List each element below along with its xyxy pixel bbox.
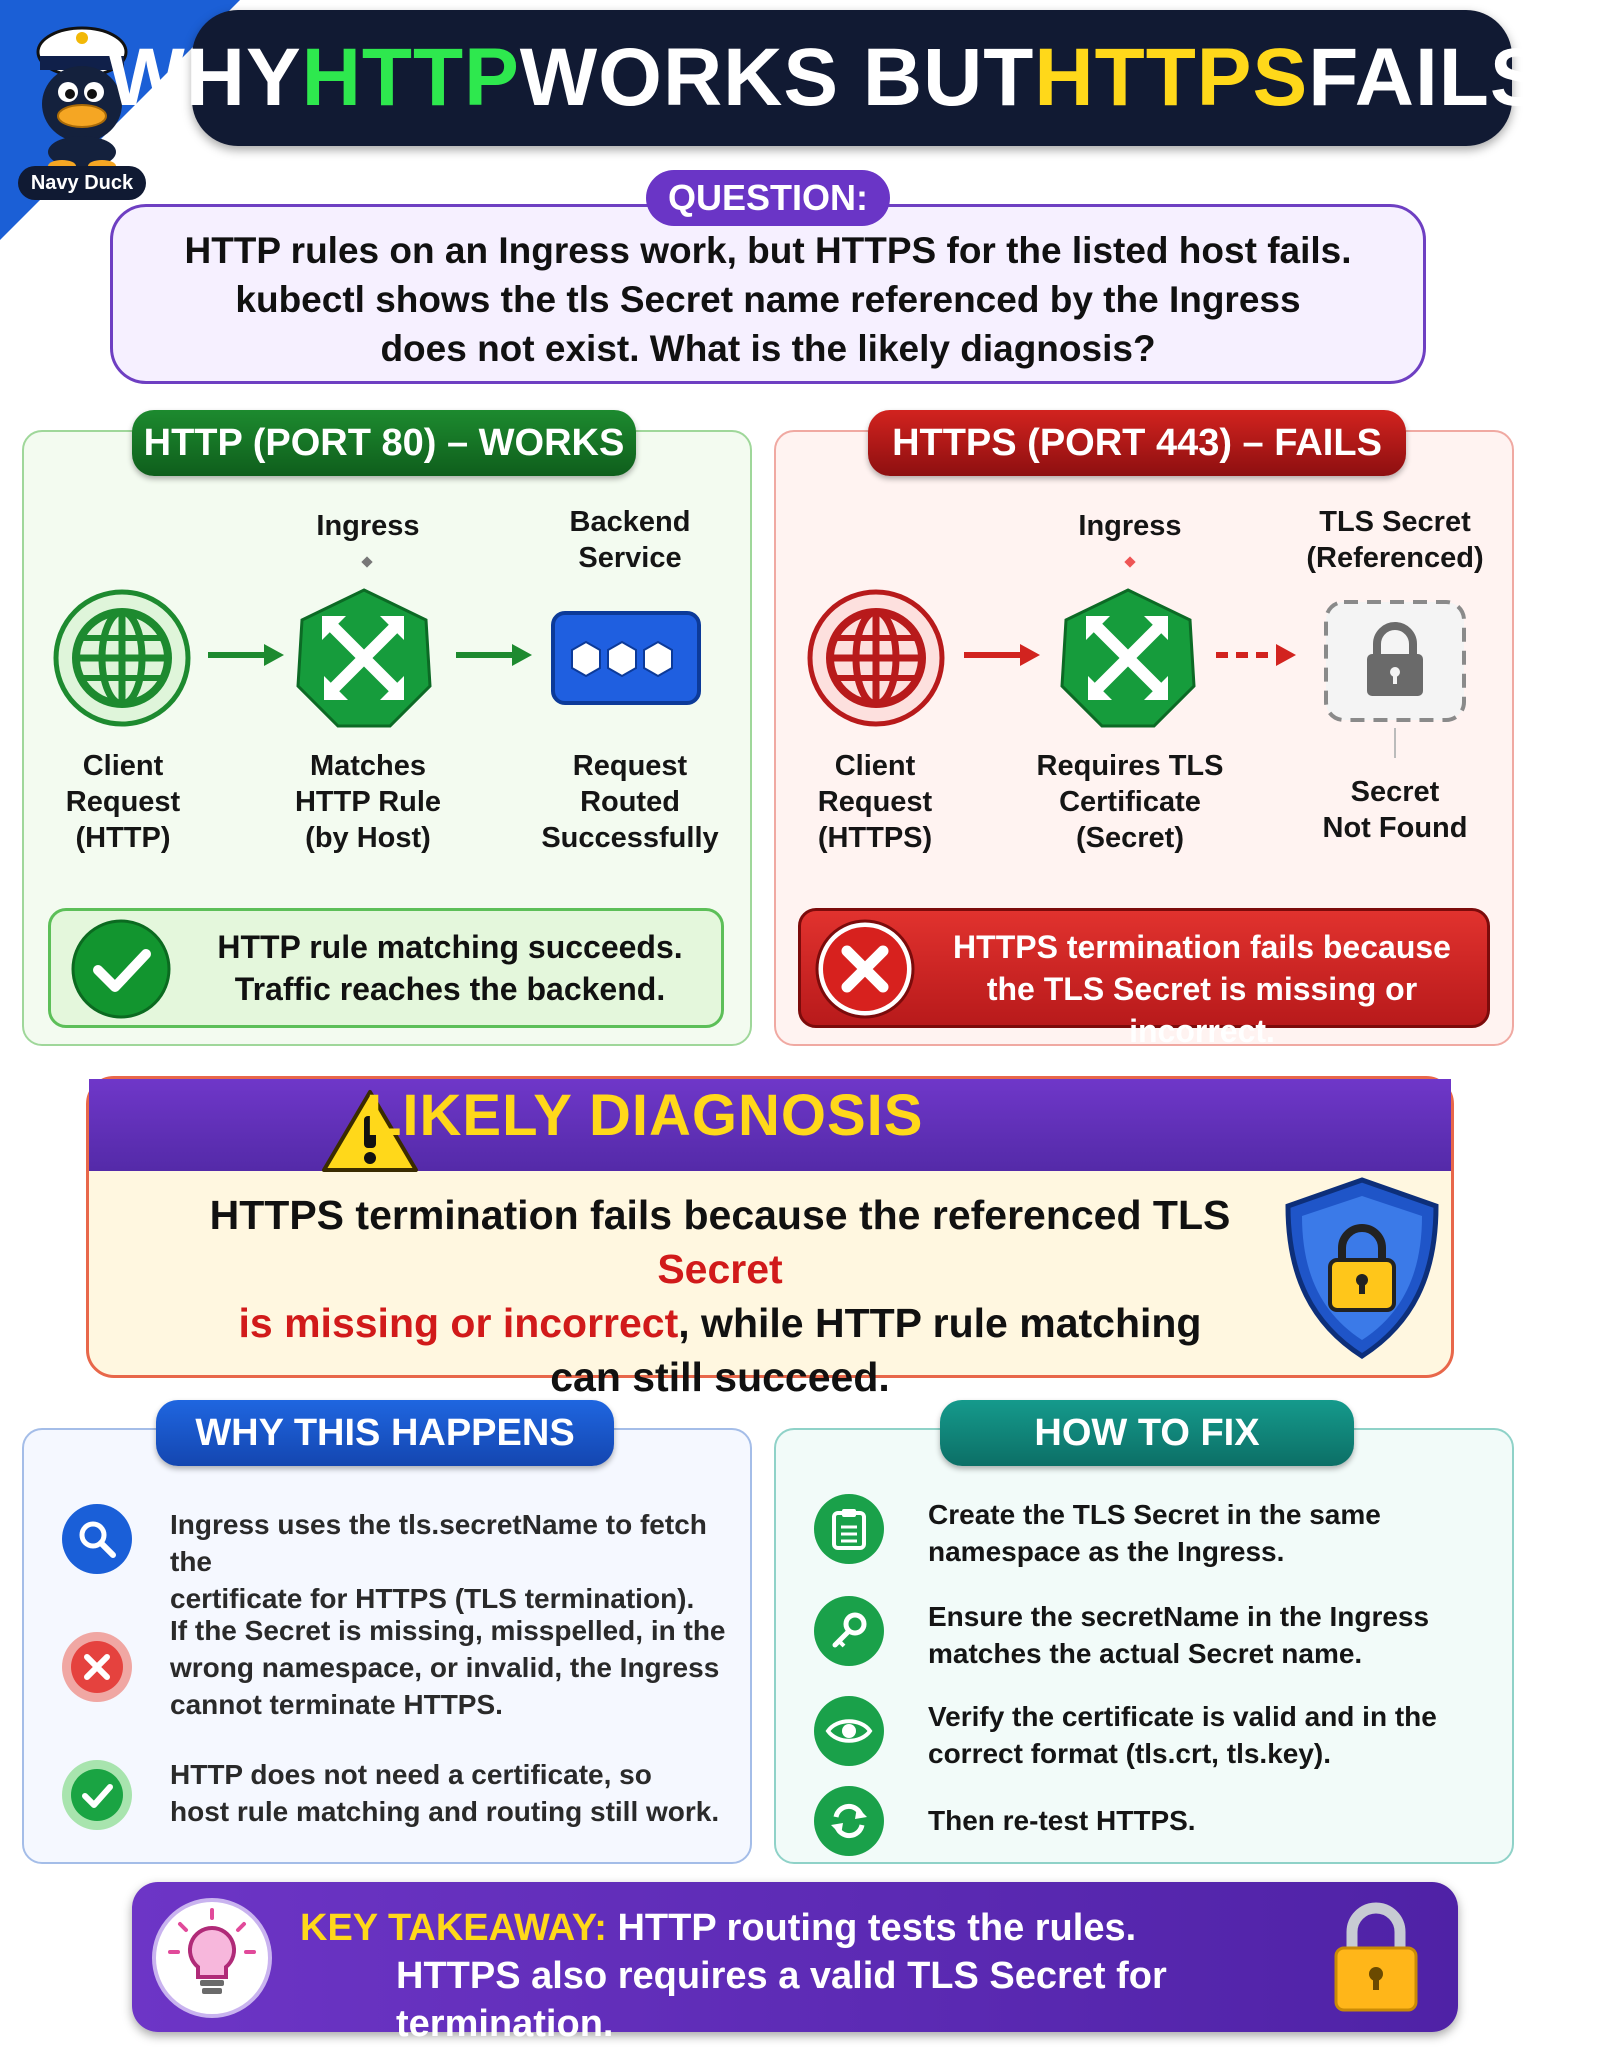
diagnosis-text-1: HTTPS termination fails because the referenced TLS	[209, 1192, 1231, 1238]
secret-not-found-line-1: Secret	[1350, 776, 1440, 808]
brand-badge: Navy Duck	[18, 166, 146, 200]
diagnosis-missing-phrase: is missing or incorrect	[238, 1300, 679, 1346]
why-item-1-line-2: certificate for HTTPS (TLS termination).	[170, 1583, 695, 1614]
http-routed-line-3: Successfully	[541, 822, 719, 854]
http-panel-title: HTTP (PORT 80) – WORKS	[132, 410, 636, 476]
https-panel-title: HTTPS (PORT 443) – FAILS	[868, 410, 1406, 476]
https-requires-label	[1020, 748, 1240, 856]
shield-lock-icon	[1280, 1174, 1444, 1362]
arrow-right-icon	[962, 640, 1042, 670]
fix-item-1-line-2: namespace as the Ingress.	[928, 1536, 1285, 1567]
http-client-line-1: Client	[82, 750, 164, 782]
http-backend-label	[540, 504, 720, 576]
http-backend-label-line-1: Backend	[569, 506, 691, 538]
http-backend-label-line-2: Service	[578, 542, 682, 574]
takeaway-label: KEY TAKEAWAY:	[300, 1907, 607, 1949]
page-title	[107, 10, 1597, 146]
diagnosis-text	[160, 1188, 1280, 1404]
secret-not-found-label	[1310, 774, 1480, 846]
fix-item-3-line-2: correct format (tls.crt, tls.key).	[928, 1738, 1332, 1769]
diagnosis-text-4: , while HTTP rule matching	[678, 1300, 1202, 1346]
https-result-text	[924, 926, 1480, 1052]
diagnosis-text-5: can still succeed.	[550, 1354, 890, 1400]
https-result-line-1: HTTPS termination fails because	[953, 929, 1451, 965]
title-part-1: WHY	[107, 32, 302, 123]
x-icon	[62, 1632, 132, 1702]
http-match-line-3: (by Host)	[305, 822, 431, 854]
clipboard-icon	[814, 1494, 884, 1564]
question-label: QUESTION:	[646, 170, 890, 226]
secret-not-found-line-2: Not Found	[1322, 812, 1468, 844]
http-routed-line-1: Request	[572, 750, 688, 782]
backend-service-icon	[550, 610, 702, 706]
globe-icon	[52, 588, 192, 728]
key-icon	[814, 1596, 884, 1666]
question-line-1: HTTP rules on an Ingress work, but HTTPS for the listed host fails.	[184, 229, 1352, 271]
ingress-shuffle-icon	[292, 586, 436, 730]
tls-secret-label	[1300, 504, 1490, 576]
http-match-label	[268, 748, 468, 856]
http-result-line-2: Traffic reaches the backend.	[234, 971, 666, 1007]
http-routed-label	[520, 748, 740, 856]
https-requires-line-2: Certificate	[1059, 786, 1201, 818]
why-item-3-line-1: HTTP does not need a certificate, so	[170, 1759, 652, 1790]
why-panel-title: WHY THIS HAPPENS	[156, 1400, 614, 1466]
fix-item-1-line-1: Create the TLS Secret in the same	[928, 1499, 1381, 1530]
https-client-line-2: Request	[817, 786, 933, 818]
question-box	[110, 204, 1426, 384]
diagnosis-title: LIKELY DIAGNOSIS	[366, 1083, 924, 1148]
x-circle-icon	[814, 918, 916, 1020]
dashed-arrow-icon	[1214, 640, 1298, 670]
takeaway-line-2: HTTPS also requires a valid TLS Secret for termination.	[396, 1955, 1167, 2045]
https-ingress-label: Ingress	[1078, 510, 1182, 542]
http-match-line-1: Matches	[309, 750, 427, 782]
refresh-icon	[814, 1786, 884, 1856]
https-client-line-1: Client	[834, 750, 916, 782]
http-client-label	[48, 748, 198, 856]
ingress-shuffle-icon	[1056, 586, 1200, 730]
http-client-line-3: (HTTP)	[75, 822, 171, 854]
check-icon	[62, 1760, 132, 1830]
lock-placeholder-icon	[1322, 598, 1468, 724]
tls-secret-label-line-1: TLS Secret	[1319, 506, 1471, 538]
fix-item-2	[928, 1598, 1488, 1672]
question-line-3: does not exist. What is the likely diagnosis?	[380, 327, 1156, 369]
https-result-line-2: the TLS Secret is missing or incorrect.	[986, 971, 1418, 1049]
http-match-line-2: HTTP Rule	[294, 786, 442, 818]
title-part-5: FAILS?	[1308, 32, 1597, 123]
http-result-text	[190, 926, 710, 1010]
https-requires-line-3: (Secret)	[1076, 822, 1184, 854]
http-result-line-1: HTTP rule matching succeeds.	[217, 929, 683, 965]
question-line-2: kubectl shows the tls Secret name referenced by the Ingress	[235, 278, 1301, 320]
takeaway-line-1: HTTP routing tests the rules.	[606, 1907, 1137, 1949]
https-client-label	[800, 748, 950, 856]
padlock-icon	[1330, 1900, 1422, 2014]
takeaway-text	[300, 1904, 1300, 2048]
arrow-right-icon	[454, 640, 534, 670]
http-ingress-label: Ingress	[316, 510, 420, 542]
fix-item-3-line-1: Verify the certificate is valid and in the	[928, 1701, 1437, 1732]
tls-secret-label-line-2: (Referenced)	[1306, 542, 1484, 574]
title-https-word: HTTPS	[1034, 32, 1309, 123]
globe-icon	[806, 588, 946, 728]
https-client-line-3: (HTTPS)	[817, 822, 933, 854]
why-item-2	[170, 1612, 730, 1723]
https-requires-line-1: Requires TLS	[1036, 750, 1224, 782]
why-item-3-line-2: host rule matching and routing still work.	[170, 1796, 720, 1827]
fix-item-2-line-2: matches the actual Secret name.	[928, 1638, 1363, 1669]
diagnosis-secret-word: Secret	[657, 1246, 783, 1292]
http-routed-line-2: Routed	[580, 786, 680, 818]
why-item-2-line-1: If the Secret is missing, misspelled, in the	[170, 1615, 726, 1646]
fix-item-4-line-1: Then re-test HTTPS.	[928, 1805, 1196, 1836]
lightbulb-icon	[150, 1896, 274, 2020]
eye-icon	[814, 1696, 884, 1766]
http-client-line-2: Request	[65, 786, 181, 818]
arrow-right-icon	[206, 640, 286, 670]
why-item-2-line-3: cannot terminate HTTPS.	[170, 1689, 503, 1720]
why-item-1	[170, 1506, 730, 1617]
fix-panel-title: HOW TO FIX	[940, 1400, 1354, 1466]
why-item-2-line-2: wrong namespace, or invalid, the Ingress	[170, 1652, 720, 1683]
title-part-3: WORKS BUT	[519, 32, 1035, 123]
check-circle-icon	[70, 918, 172, 1020]
fix-item-3	[928, 1698, 1488, 1772]
why-item-3	[170, 1756, 730, 1830]
fix-item-2-line-1: Ensure the secretName in the Ingress	[928, 1601, 1430, 1632]
fix-item-1	[928, 1496, 1488, 1570]
title-http-word: HTTP	[301, 32, 520, 123]
why-item-1-line-1: Ingress uses the tls.secretName to fetch the	[170, 1509, 707, 1577]
fix-item-4	[928, 1802, 1488, 1839]
search-icon	[62, 1504, 132, 1574]
connector-line	[1394, 728, 1396, 758]
